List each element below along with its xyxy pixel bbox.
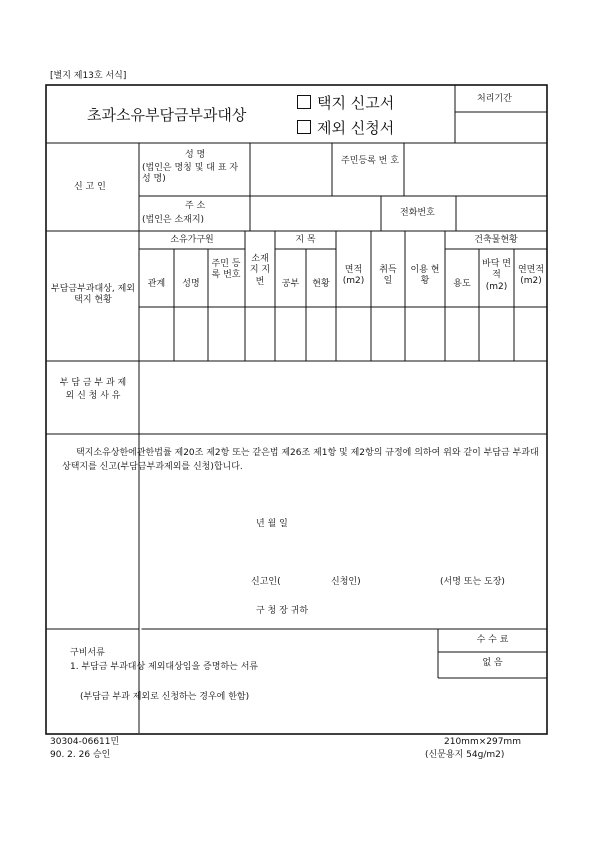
reporter-section-label: 신 고 인 [74, 182, 106, 192]
footer-code: 30304-06611민 [50, 737, 120, 747]
footer-size: 210mm×297mm [444, 737, 521, 747]
col-location: 소재 지 지번 [249, 254, 271, 287]
option-report-label: 택지 신고서 [317, 94, 395, 112]
col-official: 공부 [281, 279, 300, 289]
fee-value: 없 음 [482, 658, 503, 668]
footer-approval: 90. 2. 26 승인 [50, 750, 111, 760]
signature-applicant: 신청인) [331, 577, 361, 587]
rrn-label: 주민등록 번 호 [341, 156, 399, 166]
land-section-label: 부담금부과대상, 제외택지 현황 [51, 284, 135, 306]
documents-note: (부담금 부과 제외로 신청하는 경우에 한함) [80, 692, 250, 702]
footer-paper: (신문용지 54g/m2) [425, 750, 505, 760]
date-line: 년 월 일 [256, 519, 288, 529]
col-name: 성명 [182, 279, 200, 289]
statement-text: 택지소유상한에관한법률 제20조 제2항 또는 같은법 제26조 제1항 및 제2항의 규정에 의하여 위와 같이 부담금 부과대상택지를 신고(부담금부과제외를 신청)합니다. [62, 448, 539, 472]
owner-group-header: 소유가구원 [170, 235, 214, 245]
documents-item-1: 1. 부담금 부과대상 제외대상임을 증명하는 서류 [70, 662, 259, 672]
col-usage: 이용 현황 [410, 265, 440, 287]
col-building-use: 용도 [453, 279, 471, 289]
signature-reporter: 신고인( [251, 577, 281, 587]
recipient: 구 청 장 귀하 [256, 606, 309, 616]
fee-label: 수 수 료 [476, 635, 509, 645]
land-data-row[interactable] [140, 308, 546, 360]
rrn-field[interactable] [405, 144, 546, 195]
reason-field[interactable] [140, 362, 546, 433]
building-group-header: 건축물현황 [474, 235, 518, 245]
option-report[interactable] [297, 94, 394, 113]
name-field[interactable] [251, 144, 331, 195]
form-id: [별지 제13호 서식] [50, 71, 127, 81]
col-rrn: 주민 등록 번호 [211, 259, 241, 281]
col-acquired: 취득 일 [379, 265, 397, 287]
option-exclusion-label: 제외 신청서 [317, 119, 395, 137]
address-label: 주 소 [185, 201, 206, 211]
form-title: 초과소유부담금부과대상 [87, 106, 247, 124]
name-label: 성 명 [185, 150, 206, 160]
col-area: 면적 (m2) [342, 265, 365, 287]
col-current: 현황 [312, 279, 330, 289]
signature-seal: (서명 또는 도장) [440, 577, 505, 587]
land-type-header: 지 목 [295, 235, 316, 245]
option-exclusion[interactable] [297, 119, 394, 138]
phone-label: 전화번호 [400, 208, 435, 218]
col-relation: 관계 [147, 279, 166, 289]
phone-field[interactable] [457, 197, 546, 230]
address-field[interactable] [251, 197, 380, 230]
checkbox-exclusion[interactable] [297, 120, 311, 134]
col-total-floor-area: 연면적 (m2) [517, 265, 545, 287]
documents-label: 구비서류 [70, 648, 105, 658]
processing-period-label: 처리기간 [477, 94, 512, 104]
checkbox-report[interactable] [297, 95, 311, 109]
reason-label: 부 담 금 부 과 제 외 신 청 사 유 [59, 378, 127, 402]
name-note: (법인은 명칭 및 대 표 자 성 명) [142, 163, 239, 185]
col-floor-area: 바닥 면적 (m2) [482, 259, 511, 292]
address-note: (법인은 소재지) [142, 215, 205, 225]
